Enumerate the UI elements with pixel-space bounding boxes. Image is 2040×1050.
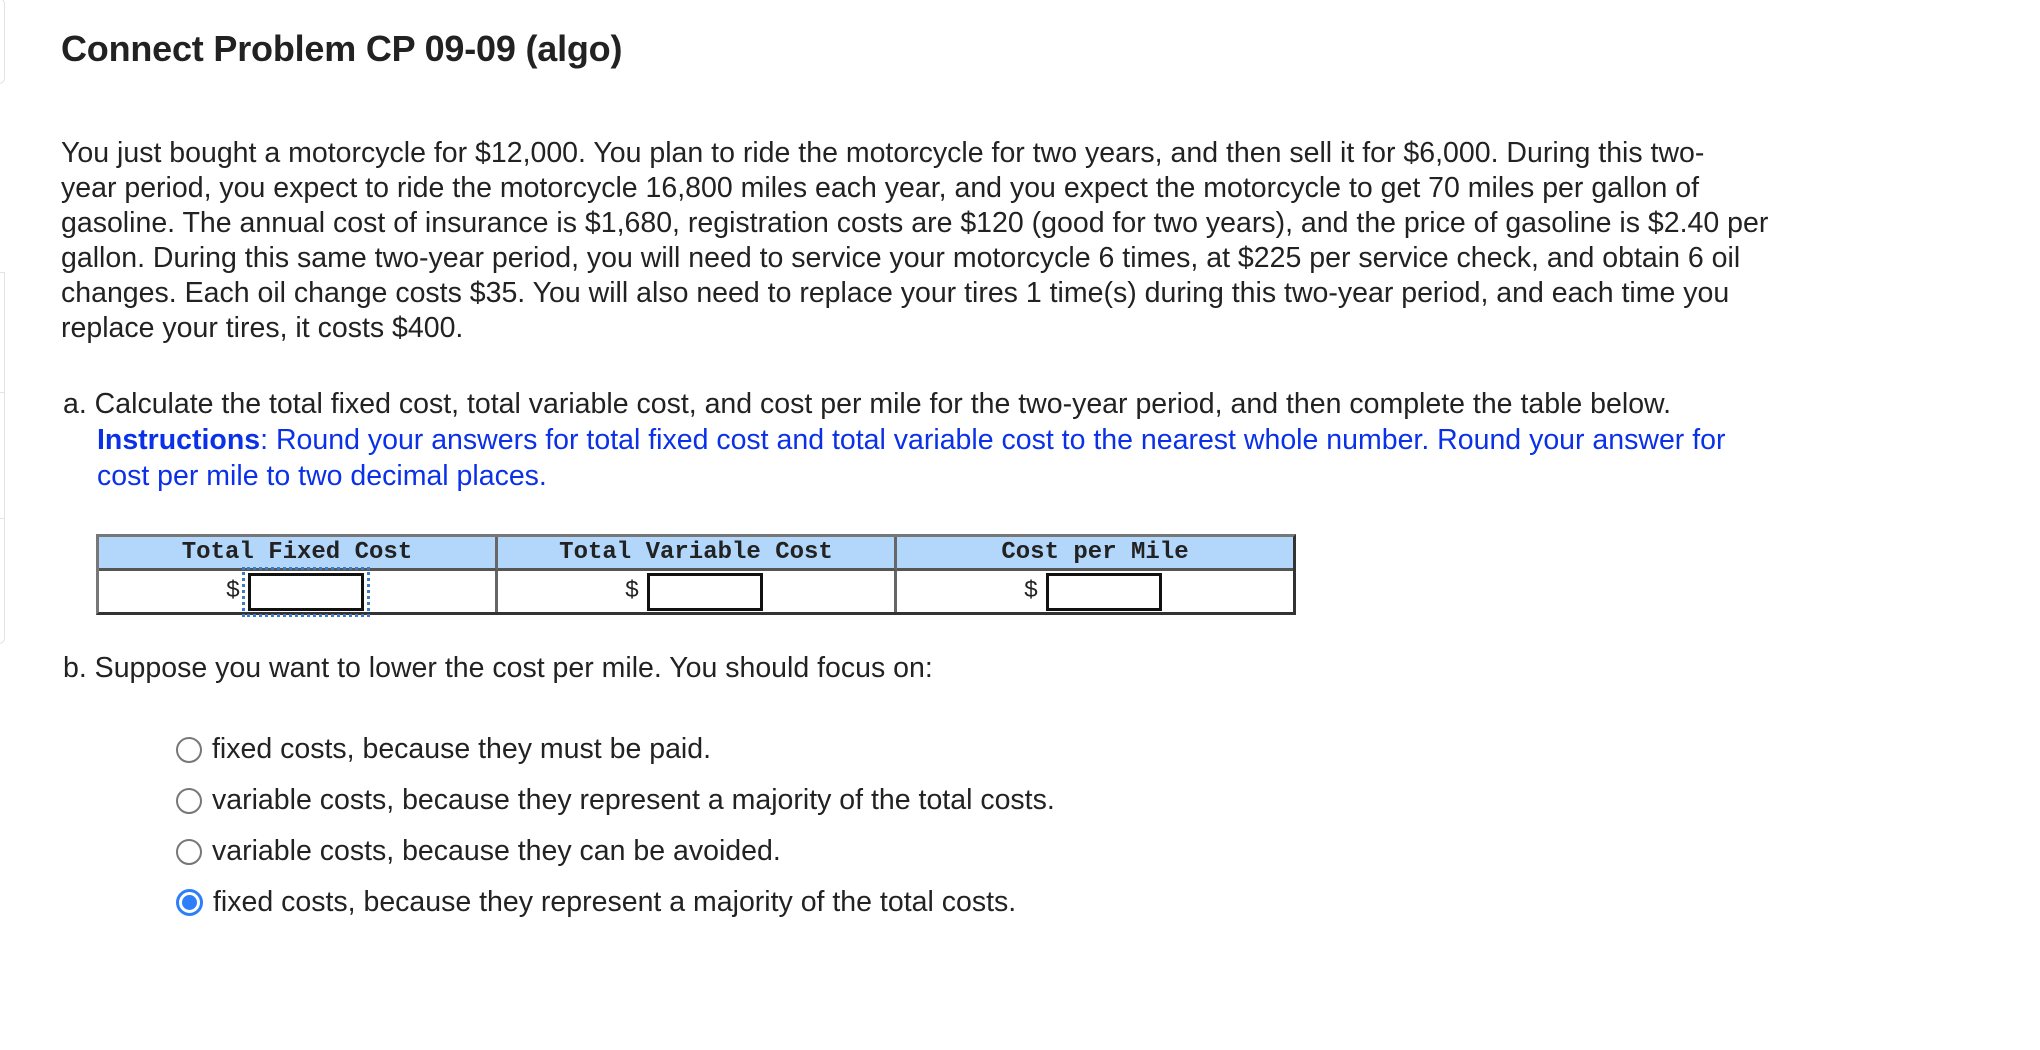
cell-total-fixed-cost: [99, 571, 498, 612]
cell-total-variable-cost: [498, 571, 897, 612]
problem-statement-line: You just bought a motorcycle for $12,000. You plan to ride the motorcycle for two years, and then sell it for $6,000. During this two-: [61, 137, 1705, 169]
instructions-text: : Round your answers for total fixed cost and total variable cost to the nearest whole number. Round your answer for: [260, 424, 1726, 456]
option-variable-majority[interactable]: [176, 775, 1055, 826]
dollar-sign: $: [1023, 578, 1039, 605]
side-panel-edge: [0, 392, 5, 519]
option-label[interactable]: fixed costs, because they must be paid.: [212, 733, 712, 765]
dollar-sign: $: [225, 578, 241, 605]
header-cost-per-mile: Cost per Mile: [897, 537, 1293, 571]
radio-unselected-icon[interactable]: [176, 788, 202, 814]
instructions-line: [97, 422, 1963, 458]
cell-cost-per-mile: [897, 571, 1293, 612]
problem-statement-line: year period, you expect to ride the motorcycle 16,800 miles each year, and you expect the motorcycle to get 70 miles per gallon of: [61, 172, 1700, 204]
focus-outline: [248, 573, 364, 611]
problem-statement-line: gasoline. The annual cost of insurance is $1,680, registration costs are $120 (good for two years), and the price of gasoline is $2.40 per: [61, 207, 1769, 239]
problem-statement-line: changes. Each oil change costs $35. You will also need to replace your tires 1 time(s) during this two-year period, and each time you: [61, 277, 1730, 309]
total-variable-cost-input[interactable]: [647, 573, 763, 611]
answer-options: [176, 724, 1055, 928]
option-label[interactable]: variable costs, because they represent a majority of the total costs.: [212, 784, 1055, 816]
table-row: [99, 571, 1293, 612]
part-a: [63, 386, 1963, 494]
header-total-fixed-cost: Total Fixed Cost: [99, 537, 498, 571]
option-label[interactable]: variable costs, because they can be avoided.: [212, 835, 781, 867]
total-fixed-cost-input[interactable]: [248, 573, 364, 611]
radio-selected-icon[interactable]: [176, 889, 203, 916]
problem-statement: [61, 136, 1961, 346]
option-fixed-majority[interactable]: [176, 877, 1055, 928]
instructions-line: cost per mile to two decimal places.: [97, 460, 547, 492]
option-variable-avoided[interactable]: [176, 826, 1055, 877]
dollar-sign: $: [624, 578, 640, 605]
problem-statement-line: gallon. During this same two-year period, you will need to service your motorcycle 6 times, at $225 per service check, and obtain 6 oil: [61, 242, 1741, 274]
part-a-question: a. Calculate the total fixed cost, total variable cost, and cost per mile for the two-year period, and then complete the table below.: [63, 388, 1671, 420]
problem-title: Connect Problem CP 09-09 (algo): [61, 28, 623, 69]
cost-per-mile-input[interactable]: [1046, 573, 1162, 611]
header-total-variable-cost: Total Variable Cost: [498, 537, 897, 571]
radio-unselected-icon[interactable]: [176, 737, 202, 763]
answer-table: [96, 534, 1296, 615]
instructions: [63, 422, 1963, 494]
instructions-label: Instructions: [97, 424, 261, 456]
side-panel-edge: [0, 0, 5, 84]
radio-unselected-icon[interactable]: [176, 839, 202, 865]
problem-statement-line: replace your tires, it costs $400.: [61, 312, 464, 344]
part-b-question: b. Suppose you want to lower the cost per mile. You should focus on:: [63, 652, 933, 684]
option-fixed-must-be-paid[interactable]: [176, 724, 1055, 775]
side-panel-edge: [0, 272, 5, 393]
side-panel-edge: [0, 518, 5, 644]
option-label[interactable]: fixed costs, because they represent a majority of the total costs.: [213, 886, 1017, 918]
